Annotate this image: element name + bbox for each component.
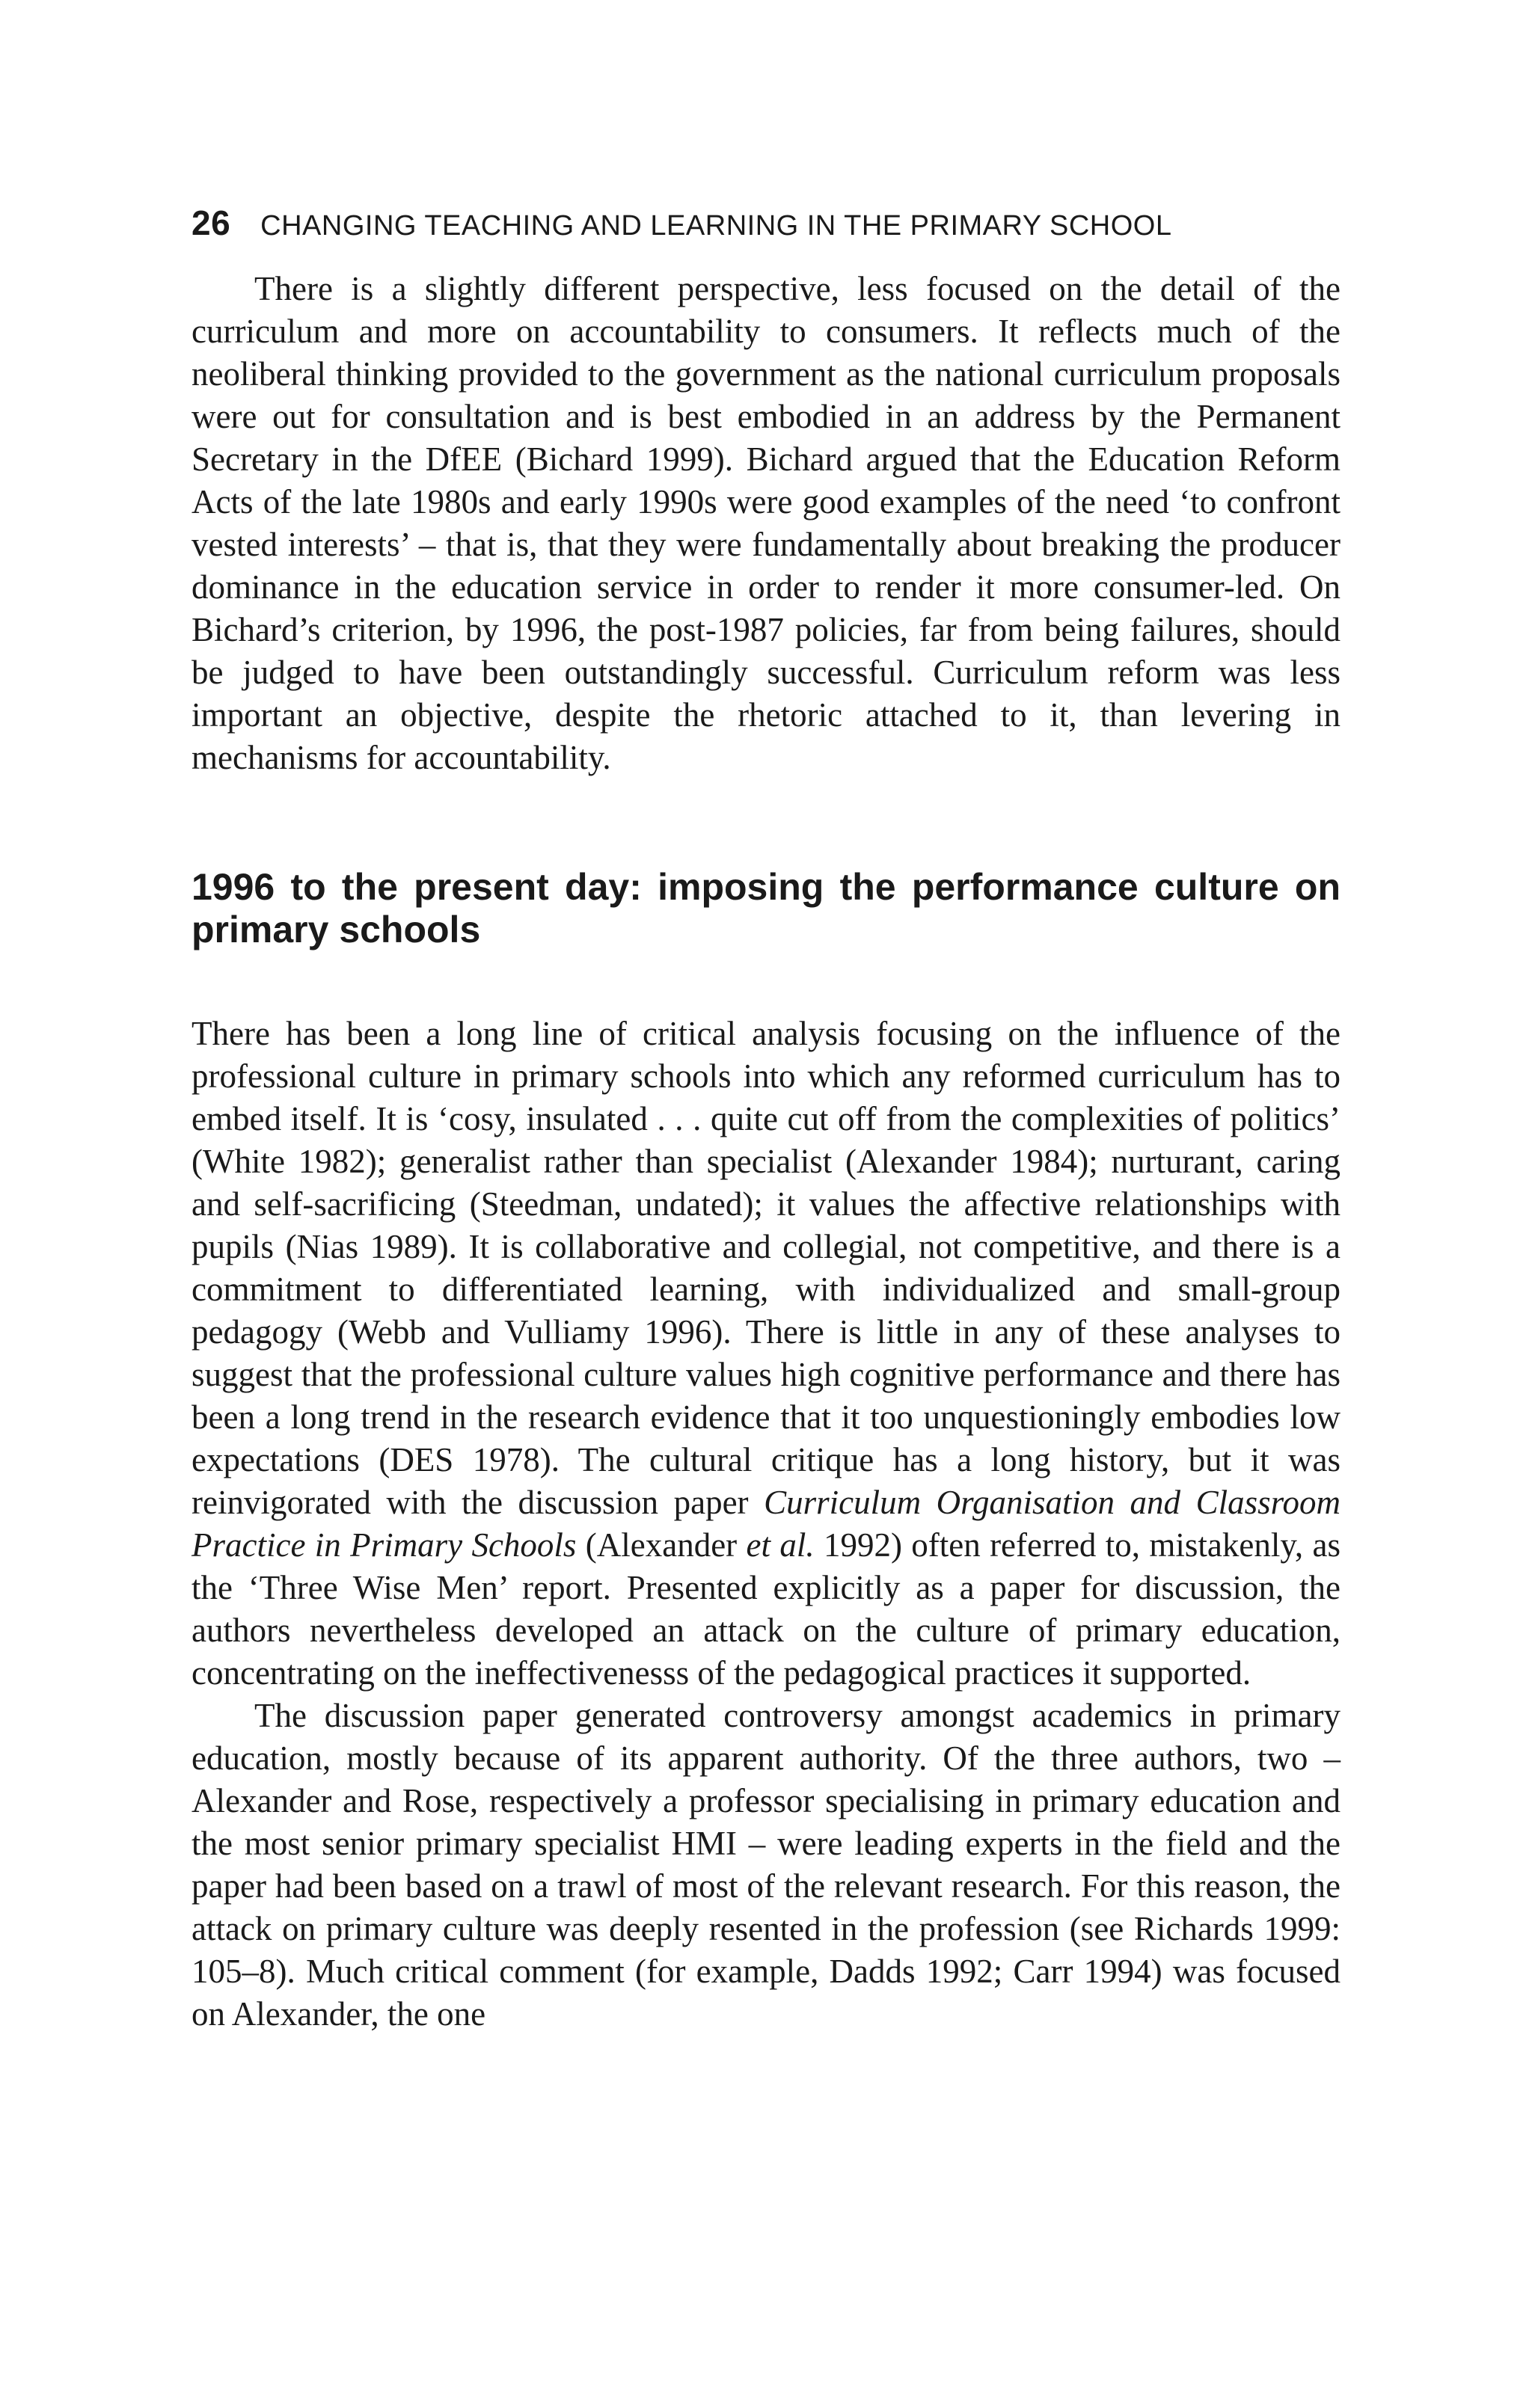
page-number: 26 bbox=[192, 203, 231, 242]
paragraph: There is a slightly different perspective, less focused on the detail of the curriculum and more on accountability to consumers. It reflects much of the neoliberal thinking provided to the government as the national curriculum proposals were out for consultation and is best embodied in an address by the Permanent Secretary in the DfEE (Bichard 1999). Bichard argued that the Education Reform Acts of the late 1980s and early 1990s were good examples of the need ‘to confront vested interests’ – that is, that they were fundamentally about breaking the producer dominance in the education service in order to render it more consumer-led. On Bichard’s criterion, by 1996, the post-1987 policies, far from being failures, should be judged to have been outstandingly successful. Curriculum reform was less important an objective, despite the rhetoric attached to it, than levering in mechanisms for accountability. bbox=[192, 270, 1340, 776]
running-head bbox=[192, 200, 1340, 245]
publication-title: Curriculum Organisation and Classroom Practice in Primary Schools bbox=[192, 1484, 1340, 1564]
paragraph-text: (Alexander bbox=[576, 1526, 747, 1564]
book-page bbox=[192, 200, 1340, 2036]
body-text bbox=[192, 268, 1340, 2036]
et-al: et al. bbox=[746, 1526, 815, 1564]
paragraph-text: 1992) often referred to, mistakenly, as the ‘Three Wise Men’ report. Presented explicitly as a paper for discussion, the authors nevertheless developed an attack on the culture of primary education, concentrating on the ineffectivenesss of the pedagogical practices it supported. bbox=[192, 1526, 1340, 1692]
section-heading: 1996 to the present day: imposing the performance culture on primary schools bbox=[192, 866, 1340, 950]
paragraph-text: There has been a long line of critical analysis focusing on the influence of the professional culture in primary schools into which any reformed curriculum has to embed itself. It is ‘cosy, insulated . . . quite cut off from the complexities of politics’ (White 1982); generalist rather than specialist (Alexander 1984); nurturant, caring and self-sacrificing (Steedman, undated); it values the affective relationships with pupils (Nias 1989). It is collaborative and collegial, not competitive, and there is a commitment to differentiated learning, with individualized and small-group pedagogy (Webb and Vulliamy 1996). There is little in any of these analyses to suggest that the professional culture values high cognitive performance and there has been a long trend in the research evidence that it too unquestioningly embodies low expectations (DES 1978). The cultural critique has a long history, but it was reinvigorated with the discussion paper bbox=[192, 1015, 1340, 1521]
running-title: CHANGING TEACHING AND LEARNING IN THE PRIMARY SCHOOL bbox=[260, 210, 1172, 242]
paragraph bbox=[192, 1013, 1340, 1695]
paragraph: The discussion paper generated controversy amongst academics in primary education, mostly because of its apparent authority. Of the three authors, two – Alexander and Rose, respectively a professor specialising in primary education and the most senior primary specialist HMI – were leading experts in the field and the paper had been based on a trawl of most of the relevant research. For this reason, the attack on primary culture was deeply resented in the profession (see Richards 1999: 105–8). Much critical comment (for example, Dadds 1992; Carr 1994) was focused on Alexander, the one bbox=[192, 1697, 1340, 2033]
